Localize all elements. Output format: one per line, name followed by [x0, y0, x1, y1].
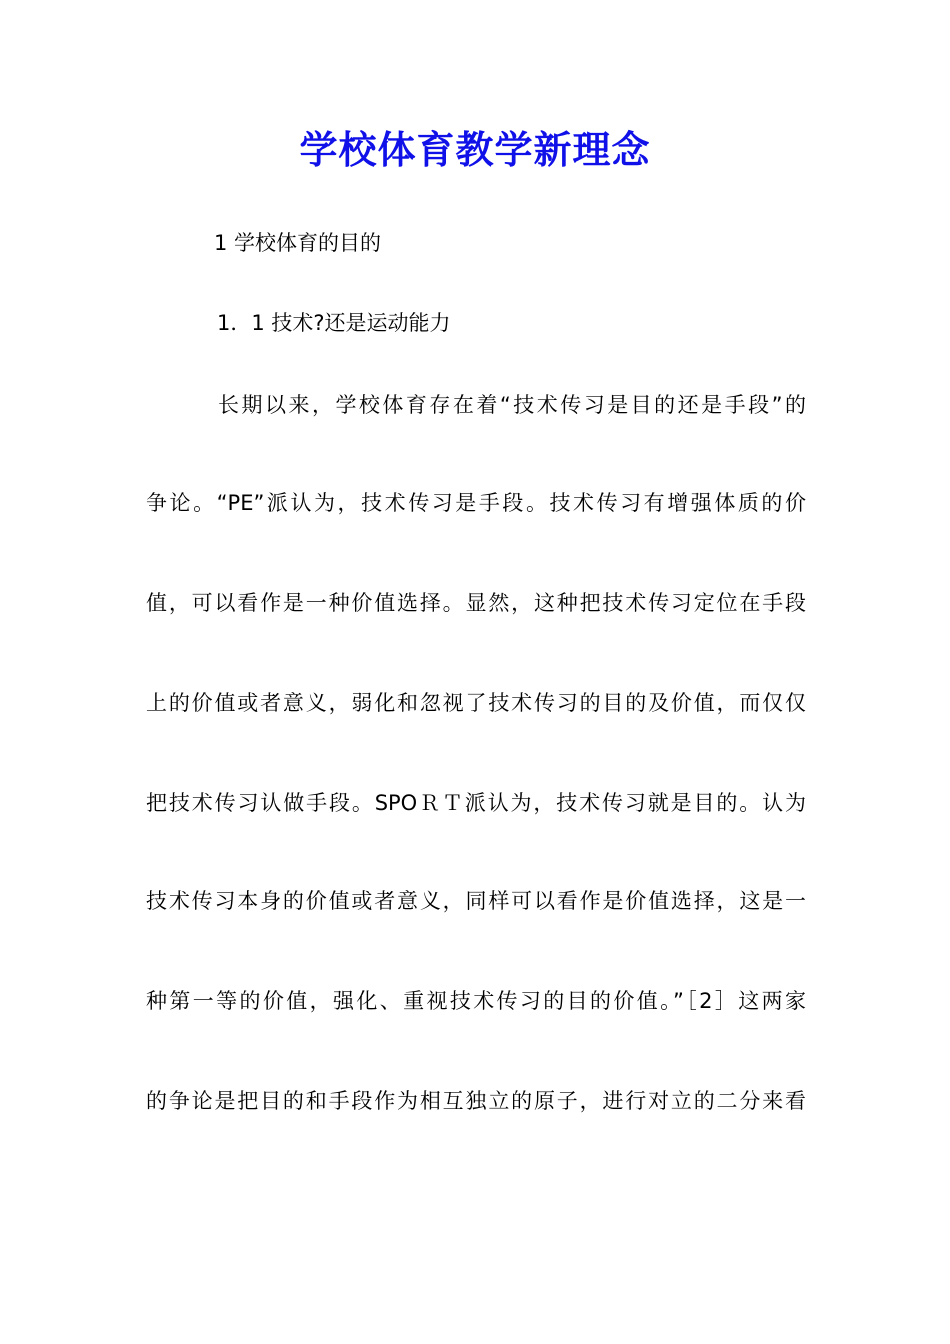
paragraph-line: 争论。“PE”派认为，技术传习是手段。技术传习有增强体质的价 — [146, 491, 806, 515]
section-heading: 1 学校体育的目的 — [214, 231, 382, 255]
paragraph-line: 值，可以看作是一种价值选择。显然，这种把技术传习定位在手段 — [146, 591, 806, 615]
paragraph-line: 长期以来，学校体育存在着“技术传习是目的还是手段”的 — [218, 393, 806, 417]
paragraph-line: 把技术传习认做手段。SPOＲＴ派认为，技术传习就是目的。认为 — [146, 791, 806, 815]
subsection-heading: 1．1 技术?还是运动能力 — [217, 311, 451, 335]
paragraph-line: 上的价值或者意义，弱化和忽视了技术传习的目的及价值，而仅仅 — [146, 691, 806, 715]
paragraph-line: 种第一等的价值，强化、重视技术传习的目的价值。”［2］这两家 — [146, 989, 806, 1013]
paragraph-line: 的争论是把目的和手段作为相互独立的原子，进行对立的二分来看 — [146, 1089, 806, 1113]
document-title: 学校体育教学新理念 — [299, 127, 651, 172]
paragraph-line: 技术传习本身的价值或者意义，同样可以看作是价值选择，这是一 — [146, 889, 806, 913]
